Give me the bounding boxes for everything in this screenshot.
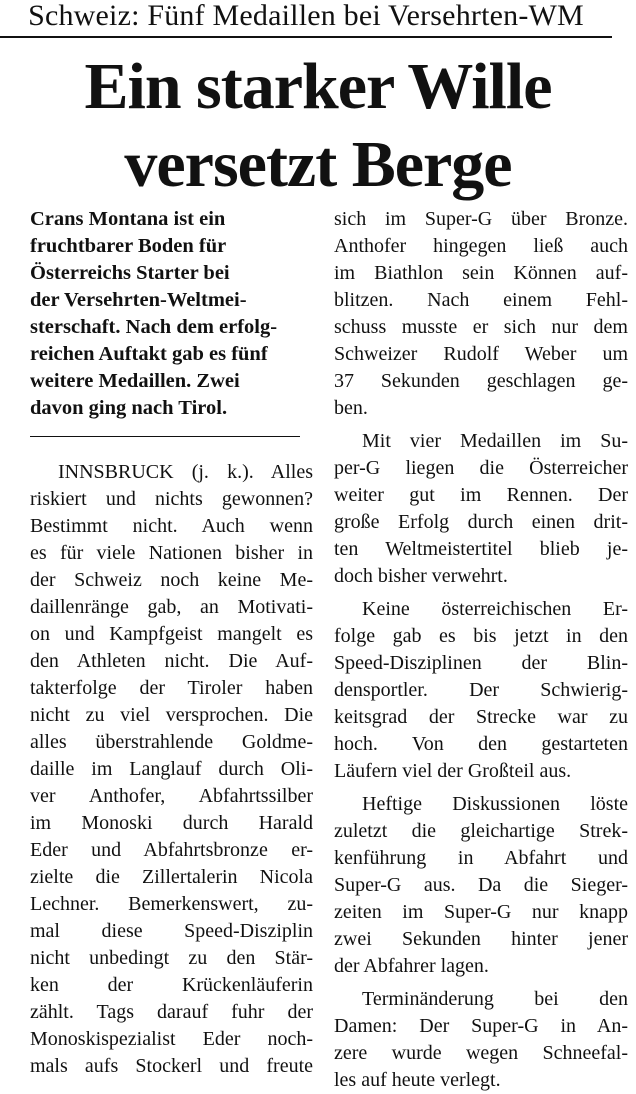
body-line: der Abfahrer lagen. <box>334 955 489 977</box>
right-paragraph-5 <box>334 986 628 1094</box>
right-paragraph-4 <box>334 791 628 980</box>
body-line: daillenränge gab, an Motivati- <box>30 596 313 618</box>
body-line: sich im Super-G über Bronze. <box>334 208 628 230</box>
body-line: zere wurde wegen Schneefal- <box>334 1042 628 1064</box>
body-line: ver Anthofer, Abfahrtssilber <box>30 785 313 807</box>
body-line: Terminänderung bei den <box>362 988 628 1010</box>
intro-line: reichen Auftakt gab es fünf <box>30 343 268 365</box>
body-line: densportler. Der Schwierig- <box>334 679 628 701</box>
body-line: schuss musste er sich nur dem <box>334 316 628 338</box>
body-line: mal diese Speed-Disziplin <box>30 920 313 942</box>
body-line: daille im Langlauf durch Oli- <box>30 758 313 780</box>
intro-line: sterschaft. Nach dem erfolg- <box>30 316 278 338</box>
body-line: Eder und Abfahrtsbronze er- <box>30 839 313 861</box>
body-line: zuletzt die gleichartige Strek- <box>334 820 628 842</box>
body-line: nicht zu viel versprochen. Die <box>30 704 313 726</box>
body-line: Schweizer Rudolf Weber um <box>334 343 628 365</box>
headline-line: versetzt Berge <box>124 128 512 201</box>
body-line: im Monoski durch Harald <box>30 812 313 834</box>
body-line: es für viele Nationen bisher in <box>30 542 313 564</box>
body-line: ben. <box>334 397 368 419</box>
intro-divider <box>30 436 300 437</box>
body-line: der Schweiz noch keine Me- <box>30 569 313 591</box>
left-column <box>30 206 313 1080</box>
body-line: Bestimmt nicht. Auch wenn <box>30 515 313 537</box>
body-line: weiter gut im Rennen. Der <box>334 484 628 506</box>
body-line: Damen: Der Super-G in An- <box>334 1015 628 1037</box>
body-line: zeiten im Super-G nur knapp <box>334 901 628 923</box>
body-line: ken der Krückenläuferin <box>30 974 313 996</box>
body-line: zielte die Zillertalerin Nicola <box>30 866 313 888</box>
body-line: riskiert und nichts gewonnen? <box>30 488 313 510</box>
body-line: mals aufs Stockerl und freute <box>30 1055 313 1077</box>
body-line: Läufern viel der Großteil aus. <box>334 760 572 782</box>
body-line: Mit vier Medaillen im Su- <box>362 430 628 452</box>
body-line: im Biathlon sein Können auf- <box>334 262 628 284</box>
article-intro <box>30 206 313 422</box>
body-line: takterfolge der Tiroler haben <box>30 677 313 699</box>
left-body-text <box>30 459 313 1080</box>
right-column <box>334 206 628 1094</box>
body-line: folge gab es bis jetzt in den <box>334 625 628 647</box>
body-line: Keine österreichischen Er- <box>362 598 628 620</box>
body-line: große Erfolg durch einen drit- <box>334 511 628 533</box>
body-line: Monoskispezialist Eder noch- <box>30 1028 313 1050</box>
body-line: keitsgrad der Strecke war zu <box>334 706 628 728</box>
intro-line: Österreichs Starter bei <box>30 262 230 284</box>
body-line: on und Kampfgeist mangelt es <box>30 623 313 645</box>
intro-line: weitere Medaillen. Zwei <box>30 370 240 392</box>
body-line: 37 Sekunden geschlagen ge- <box>334 370 628 392</box>
body-line: Anthofer hingegen ließ auch <box>334 235 628 257</box>
body-line: alles überstrahlende Goldme- <box>30 731 313 753</box>
body-line: zählt. Tags darauf fuhr der <box>30 1001 313 1023</box>
body-line: hoch. Von den gestarteten <box>334 733 628 755</box>
body-line: blitzen. Nach einem Fehl- <box>334 289 628 311</box>
right-paragraph-3 <box>334 596 628 785</box>
body-line: ten Weltmeistertitel blieb je- <box>334 538 628 560</box>
body-line: doch bisher verwehrt. <box>334 565 508 587</box>
headline-line: Ein starker Wille <box>84 50 552 123</box>
body-line: Super-G aus. Da die Sieger- <box>334 874 628 896</box>
article-kicker: Schweiz: Fünf Medaillen bei Versehrten-WM <box>0 0 612 38</box>
body-line: Speed-Disziplinen der Blin- <box>334 652 628 674</box>
intro-line: davon ging nach Tirol. <box>30 397 228 419</box>
intro-line: der Versehrten-Weltmei- <box>30 289 247 311</box>
body-line: Heftige Diskussionen löste <box>362 793 628 815</box>
intro-line: fruchtbarer Boden für <box>30 235 227 257</box>
intro-line: Crans Montana ist ein <box>30 208 226 230</box>
body-line: INNSBRUCK (j. k.). Alles <box>58 461 313 483</box>
right-paragraph-1 <box>334 206 628 422</box>
article-headline <box>0 48 636 204</box>
body-line: nicht unbedingt zu den Stär- <box>30 947 313 969</box>
right-paragraph-2 <box>334 428 628 590</box>
body-line: Lechner. Bemerkenswert, zu- <box>30 893 313 915</box>
body-line: kenführung in Abfahrt und <box>334 847 628 869</box>
body-line: les auf heute verlegt. <box>334 1069 501 1091</box>
body-line: den Athleten nicht. Die Auf- <box>30 650 313 672</box>
body-line: per-G liegen die Österreicher <box>334 457 628 479</box>
body-line: zwei Sekunden hinter jener <box>334 928 628 950</box>
